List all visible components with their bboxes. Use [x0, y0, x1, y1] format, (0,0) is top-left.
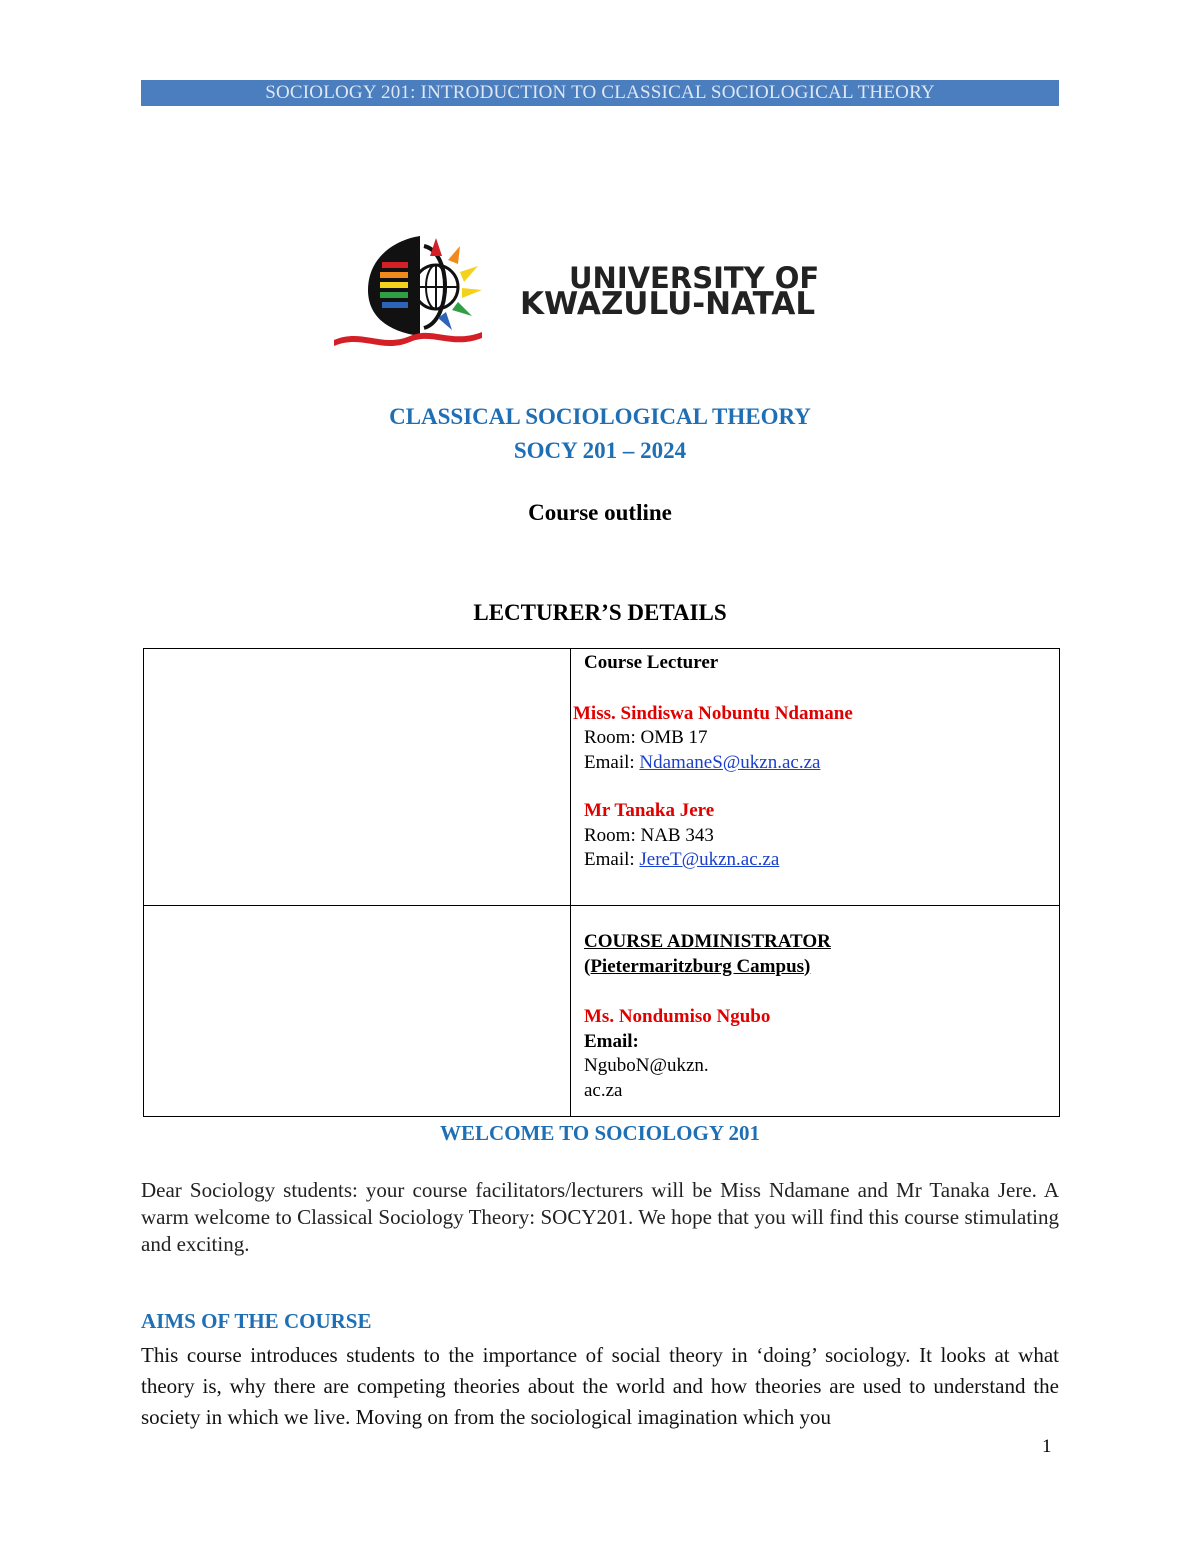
- table-row: [144, 649, 1060, 906]
- course-outline-subtitle: Course outline: [528, 500, 672, 525]
- email-label: Email:: [584, 751, 640, 773]
- aims-paragraph: This course introduces students to the importance of social theory in ‘doing’ sociology. It looks at what theory is, why there are competing theories about the world and how theories are used to understand the society in which we live. Moving on from the sociological imagination which you: [141, 1343, 1059, 1429]
- lecturer1-name: Miss. Sindiswa Nobuntu Ndamane: [573, 702, 853, 724]
- aims-heading: AIMS OF THE COURSE: [141, 1309, 372, 1333]
- page-number: 1: [1042, 1436, 1052, 1457]
- table-row: [144, 906, 1060, 1117]
- lecturer-cell: [571, 649, 1060, 906]
- lecturer2-room: Room: NAB 343: [584, 824, 714, 846]
- ukzn-emblem-icon: [334, 236, 482, 346]
- empty-cell: [144, 906, 571, 1117]
- lecturer2-email-line: [584, 848, 1049, 873]
- running-header: SOCIOLOGY 201: INTRODUCTION TO CLASSICAL SOCIOLOGICAL THEORY: [141, 80, 1059, 106]
- course-code-year: SOCY 201 – 2024: [513, 438, 687, 463]
- empty-cell: [144, 649, 571, 906]
- administrator-email-part1: NguboN@ukzn.: [584, 1055, 709, 1076]
- lecturer1-email-link[interactable]: NdamaneS@ukzn.ac.za: [639, 751, 821, 773]
- university-logo: [332, 232, 868, 348]
- lecturer1-email-line: [584, 751, 1049, 776]
- lecturer2-name: Mr Tanaka Jere: [584, 800, 715, 821]
- welcome-paragraph: Dear Sociology students: your course facilitators/lecturers will be Miss Ndamane and Mr Tanaka Jere. A warm welcome to Classical Sociology Theory: SOCY201. We hope that you will find this course stimulating and exciting.: [141, 1178, 1059, 1256]
- course-administrator-label: COURSE ADMINISTRATOR: [584, 931, 831, 952]
- administrator-email-label: Email:: [584, 1030, 639, 1052]
- lecturer-details-table: [143, 648, 1060, 1117]
- course-title: CLASSICAL SOCIOLOGICAL THEORY: [389, 404, 811, 429]
- administrator-cell: [571, 906, 1060, 1117]
- lecturer2-email-link[interactable]: JereT@ukzn.ac.za: [639, 849, 780, 870]
- logo-text-line1: UNIVERSITY OF: [569, 261, 820, 295]
- course-lecturer-label: Course Lecturer: [584, 652, 719, 673]
- logo-text-line2: KWAZULU-NATAL: [520, 286, 816, 322]
- campus-label: (Pietermaritzburg Campus): [584, 955, 811, 977]
- email-label: Email:: [584, 849, 640, 870]
- welcome-heading: WELCOME TO SOCIOLOGY 201: [440, 1121, 760, 1145]
- lecturer1-room: Room: OMB 17: [584, 727, 708, 748]
- lecturers-details-heading: LECTURER’S DETAILS: [473, 600, 727, 625]
- administrator-email-part2: ac.za: [584, 1079, 623, 1101]
- administrator-name: Ms. Nondumiso Ngubo: [584, 1006, 771, 1027]
